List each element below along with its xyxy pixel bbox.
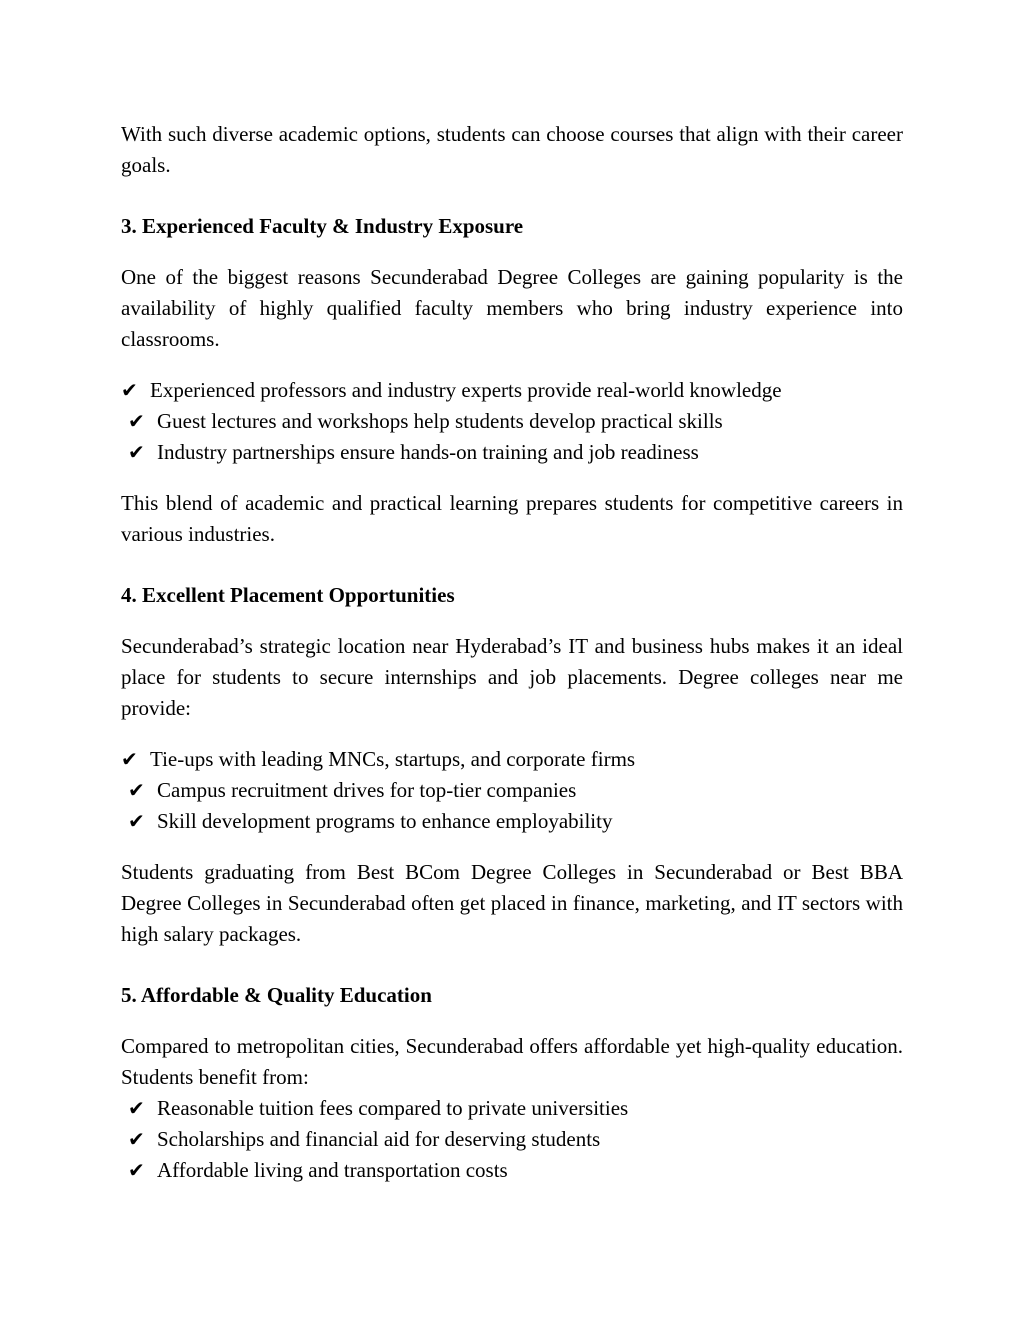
section-4-heading: 4. Excellent Placement Opportunities bbox=[121, 583, 455, 607]
checkmark-icon: ✔ bbox=[128, 1096, 145, 1120]
section-3-checklist bbox=[121, 375, 903, 468]
checkmark-icon: ✔ bbox=[128, 409, 145, 433]
list-item-text: Experienced professors and industry experts provide real-world knowledge bbox=[150, 378, 782, 402]
section-5-heading: 5. Affordable & Quality Education bbox=[121, 983, 432, 1007]
list-item bbox=[121, 406, 903, 437]
list-item bbox=[121, 437, 903, 468]
list-item-text: Guest lectures and workshops help students develop practical skills bbox=[157, 409, 723, 433]
list-item-text: Industry partnerships ensure hands-on training and job readiness bbox=[157, 440, 699, 464]
section-4-closing: Students graduating from Best BCom Degree Colleges in Secunderabad or Best BBA Degree Colleges in Secunderabad often get placed in finance, marketing, and IT sectors with high salary packages. bbox=[121, 860, 903, 946]
section-4-checklist bbox=[121, 744, 903, 837]
section-5-paragraph: Compared to metropolitan cities, Secunderabad offers affordable yet high-quality education. Students benefit from: bbox=[121, 1034, 903, 1089]
section-5-checklist bbox=[121, 1093, 903, 1186]
document-page bbox=[121, 119, 903, 1186]
checkmark-icon: ✔ bbox=[128, 1158, 145, 1182]
checkmark-icon: ✔ bbox=[121, 747, 138, 771]
list-item-text: Scholarships and financial aid for deserving students bbox=[157, 1127, 601, 1151]
section-3-heading: 3. Experienced Faculty & Industry Exposure bbox=[121, 214, 524, 238]
intro-paragraph: With such diverse academic options, students can choose courses that align with their career goals. bbox=[121, 122, 903, 177]
checkmark-icon: ✔ bbox=[128, 1127, 145, 1151]
list-item bbox=[121, 1155, 903, 1186]
checkmark-icon: ✔ bbox=[128, 809, 145, 833]
checkmark-icon: ✔ bbox=[128, 778, 145, 802]
list-item bbox=[121, 806, 903, 837]
list-item-text: Affordable living and transportation costs bbox=[157, 1158, 508, 1182]
section-3-paragraph: One of the biggest reasons Secunderabad Degree Colleges are gaining popularity is the availability of highly qualified faculty members who bring industry experience into classrooms. bbox=[121, 265, 903, 351]
list-item bbox=[121, 1093, 903, 1124]
list-item bbox=[121, 375, 903, 406]
section-4-paragraph: Secunderabad’s strategic location near Hyderabad’s IT and business hubs makes it an ideal place for students to secure internships and job placements. Degree colleges near me provide: bbox=[121, 634, 903, 720]
list-item-text: Tie-ups with leading MNCs, startups, and corporate firms bbox=[150, 747, 636, 771]
checkmark-icon: ✔ bbox=[128, 440, 145, 464]
list-item-text: Reasonable tuition fees compared to private universities bbox=[157, 1096, 629, 1120]
list-item-text: Skill development programs to enhance employability bbox=[157, 809, 613, 833]
list-item bbox=[121, 1124, 903, 1155]
list-item bbox=[121, 775, 903, 806]
list-item bbox=[121, 744, 903, 775]
checkmark-icon: ✔ bbox=[121, 378, 138, 402]
section-3-closing: This blend of academic and practical learning prepares students for competitive careers in various industries. bbox=[121, 491, 903, 546]
list-item-text: Campus recruitment drives for top-tier companies bbox=[157, 778, 577, 802]
